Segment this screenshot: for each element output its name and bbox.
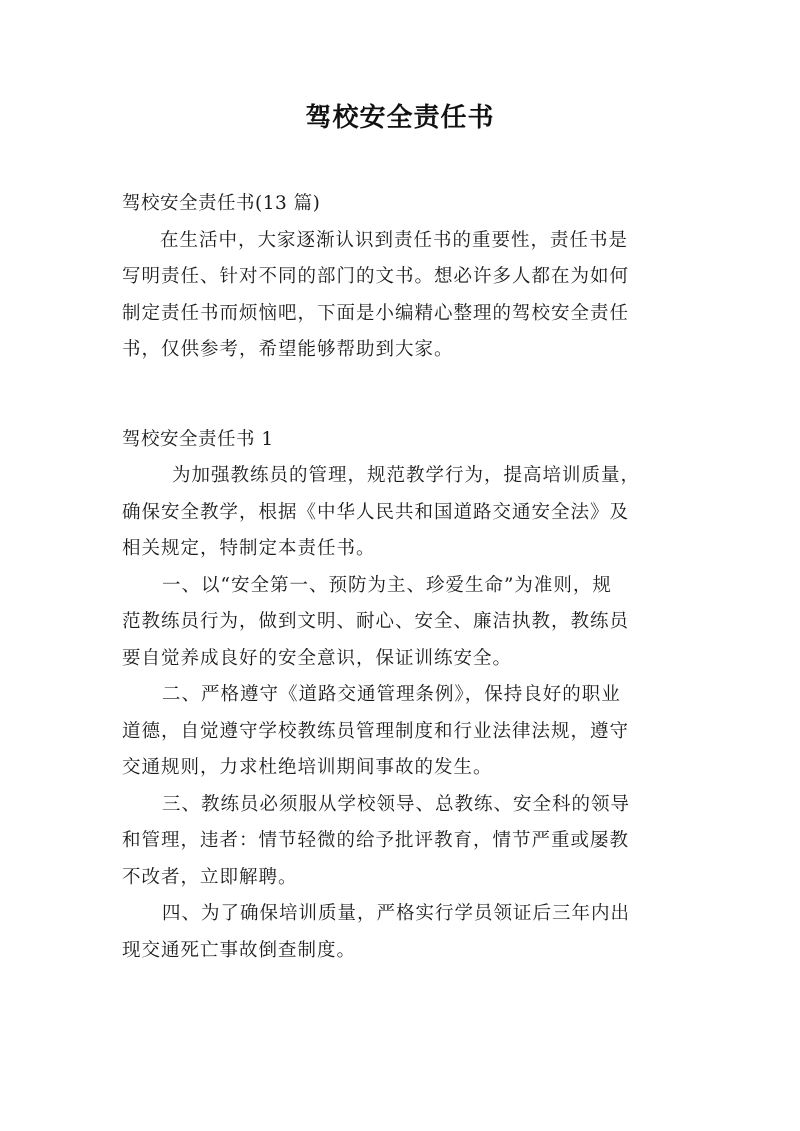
section-1-line-10: 三、教练员必须服从学校领导、总教练、安全科的领导 (162, 793, 631, 815)
intro-heading: 驾校安全责任书(13 篇) (122, 193, 321, 214)
intro-line-1: 在生活中，大家逐渐认识到责任书的重要性，责任书是 (160, 229, 629, 251)
section-1-line-6: 要自觉养成良好的安全意识，保证训练安全。 (122, 647, 513, 669)
intro-line-3: 制定责任书而烦恼吧，下面是小编精心整理的驾校安全责任 (122, 302, 630, 324)
section-1-heading: 驾校安全责任书 1 (122, 428, 274, 450)
section-1-line-3: 相关规定，特制定本责任书。 (122, 538, 376, 559)
section-1-line-9: 交通规则，力求杜绝培训期间事故的发生。 (122, 757, 493, 778)
section-1-line-14: 现交通死亡事故倒查制度。 (122, 939, 357, 961)
document-title: 驾校安全责任书 (305, 103, 495, 133)
section-1-line-5: 范教练员行为，做到文明、耐心、安全、廉洁执教，教练员 (122, 611, 630, 632)
paragraph-spacer (122, 369, 690, 422)
section-1-line-12: 不改者，立即解聘。 (122, 866, 298, 888)
section-1-line-4: 一、以“安全第一、预防为主、珍爱生命”为准则，规 (162, 574, 612, 596)
intro-line-4: 书，仅供参考，希望能够帮助到大家。 (122, 339, 454, 360)
section-1-line-2: 确保安全教学，根据《中华人民共和国道路交通安全法》及 (122, 501, 630, 523)
section-1-line-11: 和管理，违者：情节轻微的给予批评教育，情节严重或屡教 (122, 830, 630, 851)
section-1-line-13: 四、为了确保培训质量，严格实行学员领证后三年内出 (162, 903, 631, 924)
section-1-line-8: 道德，自觉遵守学校教练员管理制度和行业法律法规，遵守 (122, 720, 630, 742)
intro-line-2: 写明责任、针对不同的部门的文书。想必许多人都在为如何 (122, 266, 630, 287)
section-1-line-7: 二、严格遵守《道路交通管理条例》，保持良好的职业 (162, 684, 621, 705)
document-body (122, 186, 690, 969)
section-1-line-1: 为加强教练员的管理，规范教学行为，提高培训质量， (172, 465, 641, 486)
